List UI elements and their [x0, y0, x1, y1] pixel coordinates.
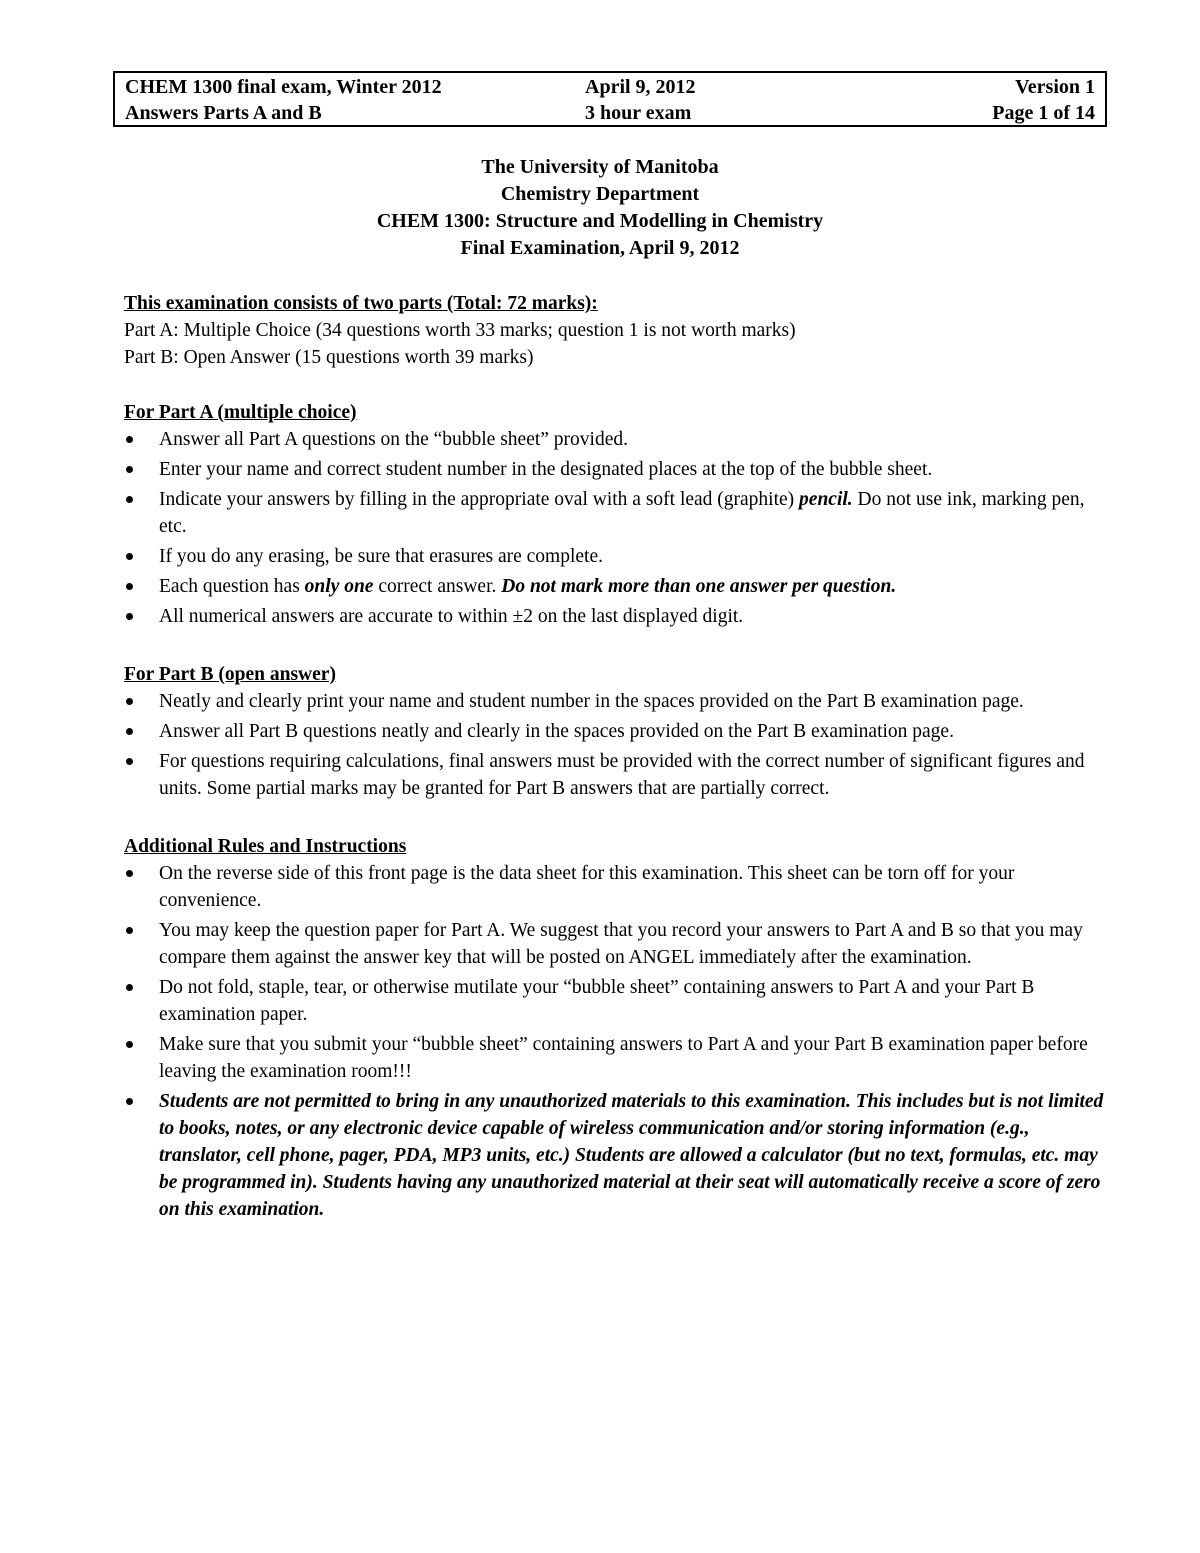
list-item-text: All numerical answers are accurate to within ±2 on the last displayed digit.: [159, 606, 744, 627]
list-item-text: Enter your name and correct student number in the designated places at the top of the bubble sheet.: [159, 459, 933, 480]
list-item-text: Do not fold, staple, tear, or otherwise mutilate your “bubble sheet” containing answers to Part A and your Part B examination paper.: [159, 977, 1035, 1025]
exam-name: Final Examination, April 9, 2012: [460, 237, 740, 259]
header-row-1: [125, 74, 1095, 100]
list-item: [124, 718, 1104, 745]
overview-part-b: Part B: Open Answer (15 questions worth 39 marks): [124, 347, 534, 368]
list-item-text: If you do any erasing, be sure that erasures are complete.: [159, 546, 603, 567]
header-row-2: [125, 100, 1095, 126]
list-item: [124, 426, 1104, 453]
list-item: [124, 486, 1104, 540]
bullet-icon: [126, 984, 133, 991]
header-page-number: Page 1 of 14: [992, 102, 1095, 124]
header-version: Version 1: [1015, 76, 1095, 98]
list-item-text: Make sure that you submit your “bubble sheet” containing answers to Part A and your Part B examination paper before leaving the examination room!!!: [159, 1034, 1088, 1082]
bullet-icon: [126, 698, 133, 705]
part-b-heading: For Part B (open answer): [124, 664, 336, 685]
header-answers-note: Answers Parts A and B: [125, 102, 322, 124]
list-item: [124, 456, 1104, 483]
emphasis-text: Do not mark more than one answer per question.: [501, 576, 897, 597]
bullet-icon: [126, 496, 133, 503]
header-exam-date: April 9, 2012: [585, 76, 696, 98]
list-item-text: You may keep the question paper for Part A. We suggest that you record your answers to Part A and B so that you may compare them against the answer key that will be posted on ANGEL immediately after the examination.: [159, 920, 1083, 968]
list-item-text: On the reverse side of this front page is the data sheet for this examination. This sheet can be torn off for your convenience.: [159, 863, 1015, 911]
list-item: [124, 688, 1104, 715]
list-item: [124, 860, 1104, 914]
header-duration: 3 hour exam: [585, 102, 692, 124]
bullet-icon: [126, 436, 133, 443]
exam-header-box: [113, 71, 1107, 127]
bullet-icon: [126, 466, 133, 473]
bullet-icon: [126, 553, 133, 560]
list-item: [124, 543, 1104, 570]
university-name: The University of Manitoba: [481, 156, 719, 178]
list-item-text: For questions requiring calculations, final answers must be provided with the correct number of significant figures and units. Some partial marks may be granted for Part B answers that are partially correct.: [159, 751, 1085, 799]
part-a-heading: For Part A (multiple choice): [124, 402, 357, 423]
bullet-icon: [126, 758, 133, 765]
list-item-text: Indicate your answers by filling in the appropriate oval with a soft lead (graphite): [159, 489, 800, 510]
list-item-text: Each question has: [159, 576, 305, 597]
list-item-text: Neatly and clearly print your name and student number in the spaces provided on the Part B examination page.: [159, 691, 1024, 712]
title-block: [0, 154, 1200, 262]
overview-heading: This examination consists of two parts (Total: 72 marks):: [124, 293, 598, 314]
warning-text: Students are not permitted to bring in any unauthorized materials to this examination. This includes but is not limited to books, notes, or any electronic device capable of wireless communication and/or storing information (e.g., translator, cell phone, pager, PDA, MP3 units, etc.) Students are allowed a calculator (but no text, formulas, etc. may be programmed in). Students having any unauthorized material at their seat will automatically receive a score of zero on this examination.: [159, 1091, 1104, 1220]
list-item: [124, 1088, 1104, 1223]
bullet-icon: [126, 583, 133, 590]
list-item: [124, 573, 1104, 600]
list-item: [124, 1031, 1104, 1085]
list-item-text: Do not use ink, marking pen, etc.: [159, 489, 1085, 537]
bullet-icon: [126, 1041, 133, 1048]
header-course-title: CHEM 1300 final exam, Winter 2012: [125, 76, 442, 98]
bullet-icon: [126, 613, 133, 620]
list-item-text: correct answer.: [373, 576, 502, 597]
bullet-icon: [126, 870, 133, 877]
bullet-icon: [126, 927, 133, 934]
bullet-icon: [126, 728, 133, 735]
department-name: Chemistry Department: [500, 183, 700, 205]
list-item: [124, 917, 1104, 971]
course-name: CHEM 1300: Structure and Modelling in Chemistry: [376, 210, 824, 232]
list-item: [124, 974, 1104, 1028]
list-item: [124, 748, 1104, 802]
overview-part-a: Part A: Multiple Choice (34 questions worth 33 marks; question 1 is not worth marks): [124, 320, 796, 341]
instructions-content: [124, 290, 1104, 1226]
list-item-text: Answer all Part B questions neatly and clearly in the spaces provided on the Part B examination page.: [159, 721, 954, 742]
emphasis-text: pencil.: [799, 489, 853, 510]
part-a-list: [124, 426, 1104, 630]
list-item-text: Answer all Part A questions on the “bubble sheet” provided.: [159, 429, 628, 450]
list-item: [124, 603, 1104, 630]
emphasis-text: only one: [304, 576, 374, 597]
additional-heading: Additional Rules and Instructions: [124, 836, 407, 857]
bullet-icon: [126, 1098, 133, 1105]
part-b-list: [124, 688, 1104, 802]
additional-list: [124, 860, 1104, 1223]
